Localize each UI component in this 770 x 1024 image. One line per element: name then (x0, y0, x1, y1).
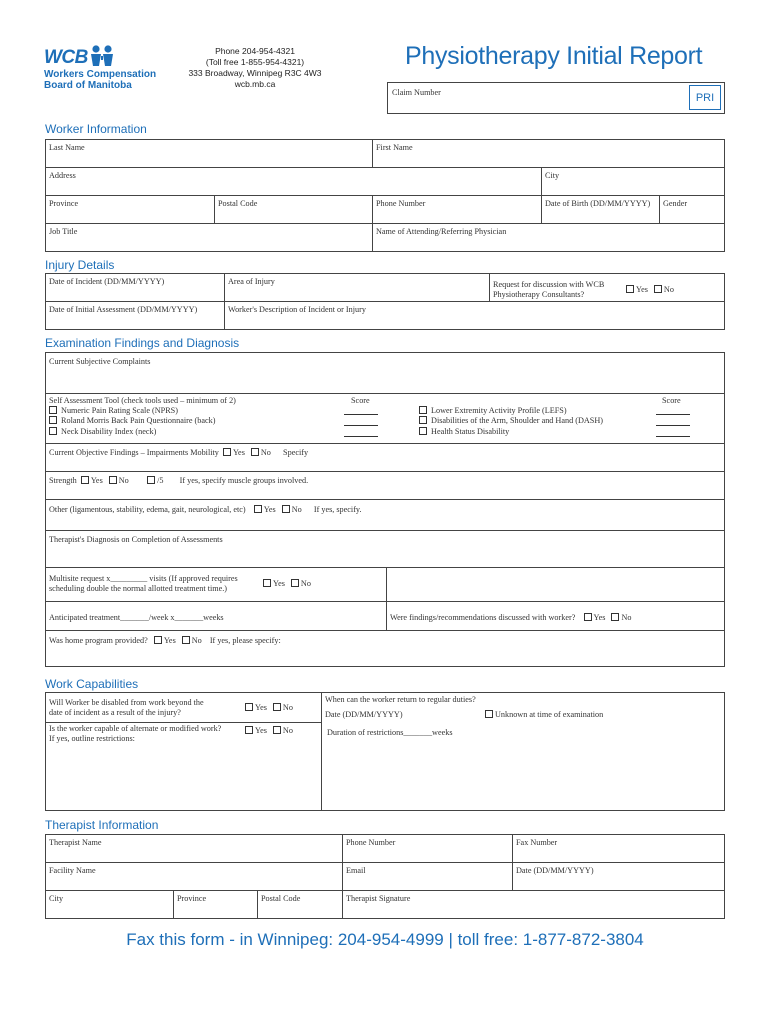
therapist-city-field[interactable]: City (49, 894, 64, 903)
checkbox-icon (49, 406, 57, 414)
section-injury-heading: Injury Details (45, 258, 115, 272)
therapist-postal-code-field[interactable]: Postal Code (261, 894, 301, 903)
logo-wcb-text: WCB (44, 47, 88, 68)
other-findings-row (49, 505, 362, 515)
alternate-options (245, 726, 293, 736)
checkbox-icon (419, 416, 427, 424)
page-title: Physiotherapy Initial Report (405, 42, 703, 70)
strength-scale-option[interactable] (147, 476, 163, 485)
section-exam-heading: Examination Findings and Diagnosis (45, 336, 240, 350)
request-discussion-line-1: Request for discussion with WCB (493, 280, 605, 289)
postal-code-field[interactable]: Postal Code (218, 199, 258, 208)
no-label: No (282, 703, 293, 712)
unknown-label: Unknown at time of examination (495, 710, 604, 719)
date-initial-assessment-field[interactable]: Date of Initial Assessment (DD/MM/YYYY) (49, 305, 198, 314)
therapist-signature-field[interactable]: Therapist Signature (346, 894, 411, 903)
no-label: No (118, 476, 129, 485)
yes-label: Yes (255, 726, 267, 735)
tool-option[interactable] (49, 406, 178, 416)
no-label: No (300, 579, 311, 588)
home-program-row (49, 636, 281, 646)
home-note: If yes, please specify: (209, 636, 281, 645)
job-title-field[interactable]: Job Title (49, 227, 78, 236)
subjective-complaints-field[interactable]: Current Subjective Complaints (49, 357, 151, 366)
score-label-right: Score (662, 396, 681, 405)
score-label-left: Score (351, 396, 370, 405)
last-name-field[interactable]: Last Name (49, 143, 85, 152)
checkbox-icon (282, 505, 290, 513)
no-label: No (191, 636, 202, 645)
checkbox-icon (254, 505, 262, 513)
alternate-no-option[interactable] (273, 726, 293, 735)
therapist-diagnosis-field[interactable]: Therapist's Diagnosis on Completion of Assessments (49, 535, 223, 544)
yes-label: Yes (90, 476, 103, 485)
area-of-injury-field[interactable]: Area of Injury (228, 277, 275, 286)
tool-label: Neck Disability Index (neck) (61, 427, 157, 436)
tool-option[interactable] (419, 406, 567, 416)
checkbox-icon (626, 285, 634, 293)
other-note: If yes, specify. (313, 505, 362, 514)
multisite-request-label (49, 574, 238, 595)
checkbox-icon (154, 636, 162, 644)
other-no-option[interactable] (282, 505, 302, 514)
therapist-name-field[interactable]: Therapist Name (49, 838, 102, 847)
multisite-options (263, 579, 311, 589)
logo-line-1: Workers Compensation (44, 69, 157, 80)
alternate-line-1: Is the worker capable of alternate or modified work? (49, 724, 222, 733)
contact-address: 333 Broadway, Winnipeg R3C 4W3 (188, 68, 322, 78)
disabled-line-2: date of incident as a result of the injury? (49, 708, 181, 718)
date-of-incident-field[interactable]: Date of Incident (DD/MM/YYYY) (49, 277, 165, 286)
score-input[interactable] (344, 414, 378, 415)
checkbox-icon (291, 579, 299, 587)
facility-name-field[interactable]: Facility Name (49, 866, 96, 875)
yes-label: Yes (255, 703, 267, 712)
contact-phone: Phone 204-954-4321 (215, 46, 295, 56)
alternate-line-2: If yes, outline restrictions: (49, 734, 135, 744)
worker-description-field[interactable]: Worker's Description of Incident or Injury (228, 305, 366, 314)
disabled-options (245, 703, 293, 713)
objective-no-option[interactable] (251, 448, 271, 457)
yes-label: Yes (593, 613, 606, 622)
checkbox-icon (419, 406, 427, 414)
alternate-work-question (49, 724, 221, 745)
strength-label: Strength (49, 476, 77, 485)
checkbox-icon (273, 703, 281, 711)
score-input[interactable] (656, 425, 690, 426)
request-yes-option[interactable] (626, 285, 648, 294)
fax-instructions: Fax this form - in Winnipeg: 204-954-4999 | toll free: 1-877-872-3804 (126, 930, 644, 949)
alternate-yes-option[interactable] (245, 726, 267, 735)
findings-discussed-label: Were findings/recommendations discussed with worker? (390, 613, 576, 622)
contact-web: wcb.mb.ca (234, 79, 276, 89)
contact-tollfree: (Toll free 1-855-954-4321) (205, 57, 305, 67)
tool-label: Lower Extremity Activity Profile (LEFS) (431, 406, 567, 415)
checkbox-icon (81, 476, 89, 484)
form-code-badge (689, 85, 721, 110)
strength-note: If yes, specify muscle groups involved. (179, 476, 309, 485)
no-label: No (291, 505, 302, 514)
yes-label: Yes (273, 579, 285, 588)
other-yes-option[interactable] (254, 505, 276, 514)
home-no-option[interactable] (182, 636, 202, 645)
logo-line-2: Board of Manitoba (44, 80, 132, 91)
checkbox-icon (273, 726, 281, 734)
other-findings-label: Other (ligamentous, stability, edema, gait, neurological, etc) (49, 505, 246, 514)
disabled-line-1: Will Worker be disabled from work beyond the (49, 698, 204, 707)
score-input[interactable] (656, 414, 690, 415)
strength-scale-label: /5 (157, 476, 164, 485)
yes-label: Yes (163, 636, 176, 645)
multisite-no-option[interactable] (291, 579, 311, 588)
multisite-line-1: Multisite request x_________ visits (If approved requires (49, 574, 238, 583)
physician-field[interactable]: Name of Attending/Referring Physician (376, 227, 507, 236)
date-of-birth-field[interactable]: Date of Birth (DD/MM/YYYY) (545, 199, 651, 208)
anticipated-treatment-field[interactable]: Anticipated treatment_______/week x_______weeks (49, 613, 224, 622)
unknown-option[interactable] (485, 710, 603, 720)
score-input[interactable] (344, 425, 378, 426)
score-input[interactable] (344, 436, 378, 437)
objective-findings-row (49, 448, 308, 458)
tool-option[interactable] (49, 427, 156, 437)
city-field[interactable]: City (545, 171, 560, 180)
no-label: No (621, 613, 632, 622)
therapist-date-field[interactable]: Date (DD/MM/YYYY) (516, 866, 594, 875)
tool-label: Roland Morris Back Pain Questionnaire (back) (61, 416, 216, 425)
phone-number-field[interactable]: Phone Number (376, 199, 426, 208)
objective-yes-option[interactable] (223, 448, 245, 457)
checkbox-icon (147, 476, 155, 484)
checkbox-icon (654, 285, 662, 293)
return-question: When can the worker return to regular duties? (325, 695, 476, 704)
request-discussion-line-2: Physiotherapy Consultants? (493, 290, 585, 300)
no-label: No (663, 285, 674, 294)
contact-block (180, 46, 330, 90)
strength-no-option[interactable] (109, 476, 129, 485)
multisite-yes-option[interactable] (263, 579, 285, 588)
disabled-no-option[interactable] (273, 703, 293, 712)
checkbox-icon (49, 427, 57, 435)
checkbox-icon (223, 448, 231, 456)
checkbox-icon (49, 416, 57, 424)
specify-label: Specify (283, 448, 309, 457)
therapist-phone-field[interactable]: Phone Number (346, 838, 396, 847)
first-name-field[interactable]: First Name (376, 143, 413, 152)
form-code: PRI (695, 91, 715, 104)
wcb-logo (44, 44, 164, 94)
multisite-line-2: scheduling double the normal allotted treatment time.) (49, 584, 228, 594)
tool-option[interactable] (49, 416, 215, 426)
strength-yes-option[interactable] (81, 476, 103, 485)
gender-field[interactable]: Gender (663, 199, 688, 208)
section-work-heading: Work Capabilities (45, 677, 139, 691)
checkbox-icon (245, 703, 253, 711)
therapist-email-field[interactable]: Email (346, 866, 366, 875)
yes-label: Yes (263, 505, 276, 514)
discussed-yes-option[interactable] (584, 613, 606, 622)
checkbox-icon (419, 427, 427, 435)
tool-label: Health Status Disability (431, 427, 510, 436)
request-no-option[interactable] (654, 285, 674, 294)
request-discussion-label (493, 280, 604, 301)
duration-restrictions-field[interactable]: Duration of restrictions_______weeks (327, 728, 453, 737)
checkbox-icon (485, 710, 493, 718)
no-label: No (260, 448, 271, 457)
address-field[interactable]: Address (49, 171, 76, 180)
home-yes-option[interactable] (154, 636, 176, 645)
section-therapist-heading: Therapist Information (45, 818, 159, 832)
yes-label: Yes (636, 285, 648, 294)
discussed-no-option[interactable] (611, 613, 631, 622)
therapist-province-field[interactable]: Province (177, 894, 207, 903)
disabled-question (49, 698, 204, 719)
therapist-fax-field[interactable]: Fax Number (516, 838, 558, 847)
claim-number-label: Claim Number (392, 88, 441, 97)
checkbox-icon (263, 579, 271, 587)
return-date-field[interactable]: Date (DD/MM/YYYY) (325, 710, 403, 719)
findings-discussed-row (390, 613, 631, 623)
yes-label: Yes (232, 448, 245, 457)
self-assessment-label: Self Assessment Tool (check tools used – minimum of 2) (49, 396, 236, 405)
section-worker-heading: Worker Information (45, 122, 147, 136)
checkbox-icon (584, 613, 592, 621)
request-discussion-options (626, 285, 674, 295)
home-program-label: Was home program provided? (49, 636, 148, 645)
tool-option[interactable] (419, 427, 509, 437)
strength-row (49, 476, 308, 486)
disabled-yes-option[interactable] (245, 703, 267, 712)
no-label: No (282, 726, 293, 735)
checkbox-icon (182, 636, 190, 644)
checkbox-icon (611, 613, 619, 621)
tool-label: Numeric Pain Rating Scale (NPRS) (61, 406, 178, 415)
checkbox-icon (245, 726, 253, 734)
tool-label: Disabilities of the Arm, Shoulder and Hand (DASH) (431, 416, 603, 425)
objective-findings-label: Current Objective Findings – Impairments Mobility (49, 448, 219, 457)
checkbox-icon (251, 448, 259, 456)
province-field[interactable]: Province (49, 199, 79, 208)
tool-option[interactable] (419, 416, 603, 426)
checkbox-icon (109, 476, 117, 484)
score-input[interactable] (656, 436, 690, 437)
